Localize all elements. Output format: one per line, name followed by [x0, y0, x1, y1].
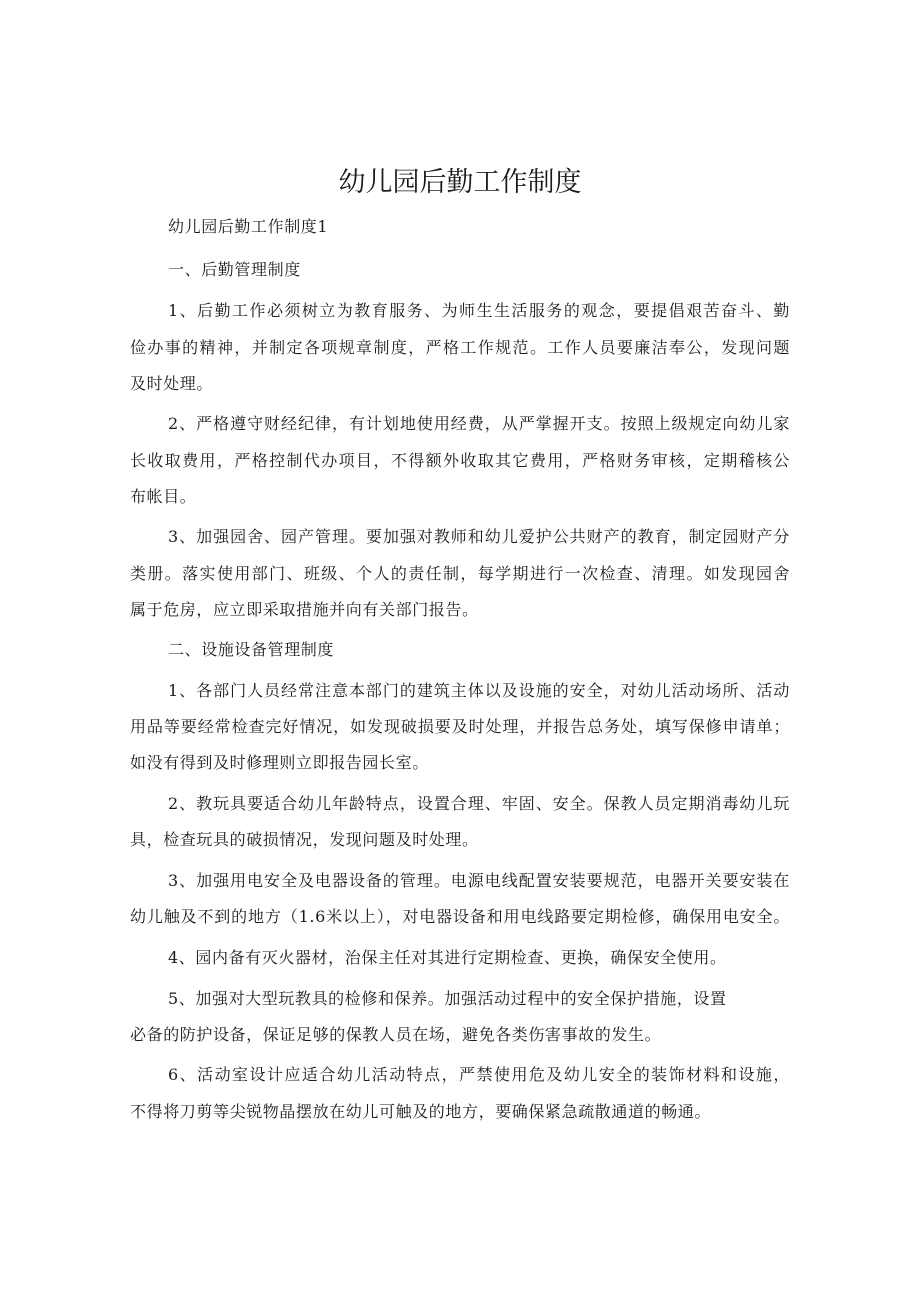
document-subtitle: 幼儿园后勤工作制度1	[168, 217, 329, 236]
paragraph-line: 3、加强用电安全及电器设备的管理。电源电线配置安装要规范，电器开关要安装在	[168, 871, 790, 890]
paragraph-line: 5、加强对大型玩教具的检修和保养。加强活动过程中的安全保护措施，设置	[168, 989, 727, 1008]
paragraph-line: 类册。落实使用部门、班级、个人的责任制，每学期进行一次检查、清理。如发现园舍	[130, 564, 790, 583]
paragraph-line: 俭办事的精神，并制定各项规章制度，严格工作规范。工作人员要廉洁奉公，发现问题	[130, 338, 790, 357]
section-2-heading: 二、设施设备管理制度	[168, 640, 335, 659]
section-1-heading: 一、后勤管理制度	[168, 260, 301, 279]
paragraph-line: 长收取费用，严格控制代办项目，不得额外收取其它费用，严格财务审核，定期稽核公	[130, 451, 790, 470]
paragraph-line: 用品等要经常检查完好情况，如发现破损要及时处理，并报告总务处，填写保修申请单；	[130, 717, 790, 736]
paragraph-line: 幼儿触及不到的地方（1.6米以上），对电器设备和用电线路要定期检修，确保用电安全。	[130, 907, 790, 926]
paragraph-line: 布帐目。	[130, 487, 197, 506]
paragraph-line: 3、加强园舍、园产管理。要加强对教师和幼儿爱护公共财产的教育，制定园财产分	[168, 527, 790, 546]
paragraph-line: 如没有得到及时修理则立即报告园长室。	[130, 753, 429, 772]
paragraph-line: 1、各部门人员经常注意本部门的建筑主体以及设施的安全，对幼儿活动场所、活动	[168, 681, 790, 700]
paragraph-line: 不得将刀剪等尖锐物晶摆放在幼儿可触及的地方，要确保紧急疏散通道的畅通。	[130, 1102, 712, 1121]
paragraph-line: 1、后勤工作必须树立为教育服务、为师生生活服务的观念，要提倡艰苦奋斗、勤	[168, 301, 790, 320]
paragraph-line: 属于危房，应立即采取措施并向有关部门报告。	[130, 600, 479, 619]
paragraph-line: 具，检查玩具的破损情况，发现问题及时处理。	[130, 830, 479, 849]
paragraph-line: 及时处理。	[130, 374, 214, 393]
paragraph-line: 6、活动室设计应适合幼儿活动特点，严禁使用危及幼儿安全的装饰材料和设施，	[168, 1065, 790, 1084]
paragraph-line: 2、严格遵守财经纪律，有计划地使用经费，从严掌握开支。按照上级规定向幼儿家	[168, 414, 790, 433]
paragraph-line: 4、园内备有灭火器材，治保主任对其进行定期检查、更换，确保安全使用。	[168, 948, 727, 967]
document-title: 幼儿园后勤工作制度	[338, 167, 582, 198]
paragraph-line: 2、教玩具要适合幼儿年龄特点，设置合理、牢固、安全。保教人员定期消毒幼儿玩	[168, 794, 790, 813]
paragraph-line: 必备的防护设备，保证足够的保教人员在场，避免各类伤害事故的发生。	[130, 1025, 662, 1044]
